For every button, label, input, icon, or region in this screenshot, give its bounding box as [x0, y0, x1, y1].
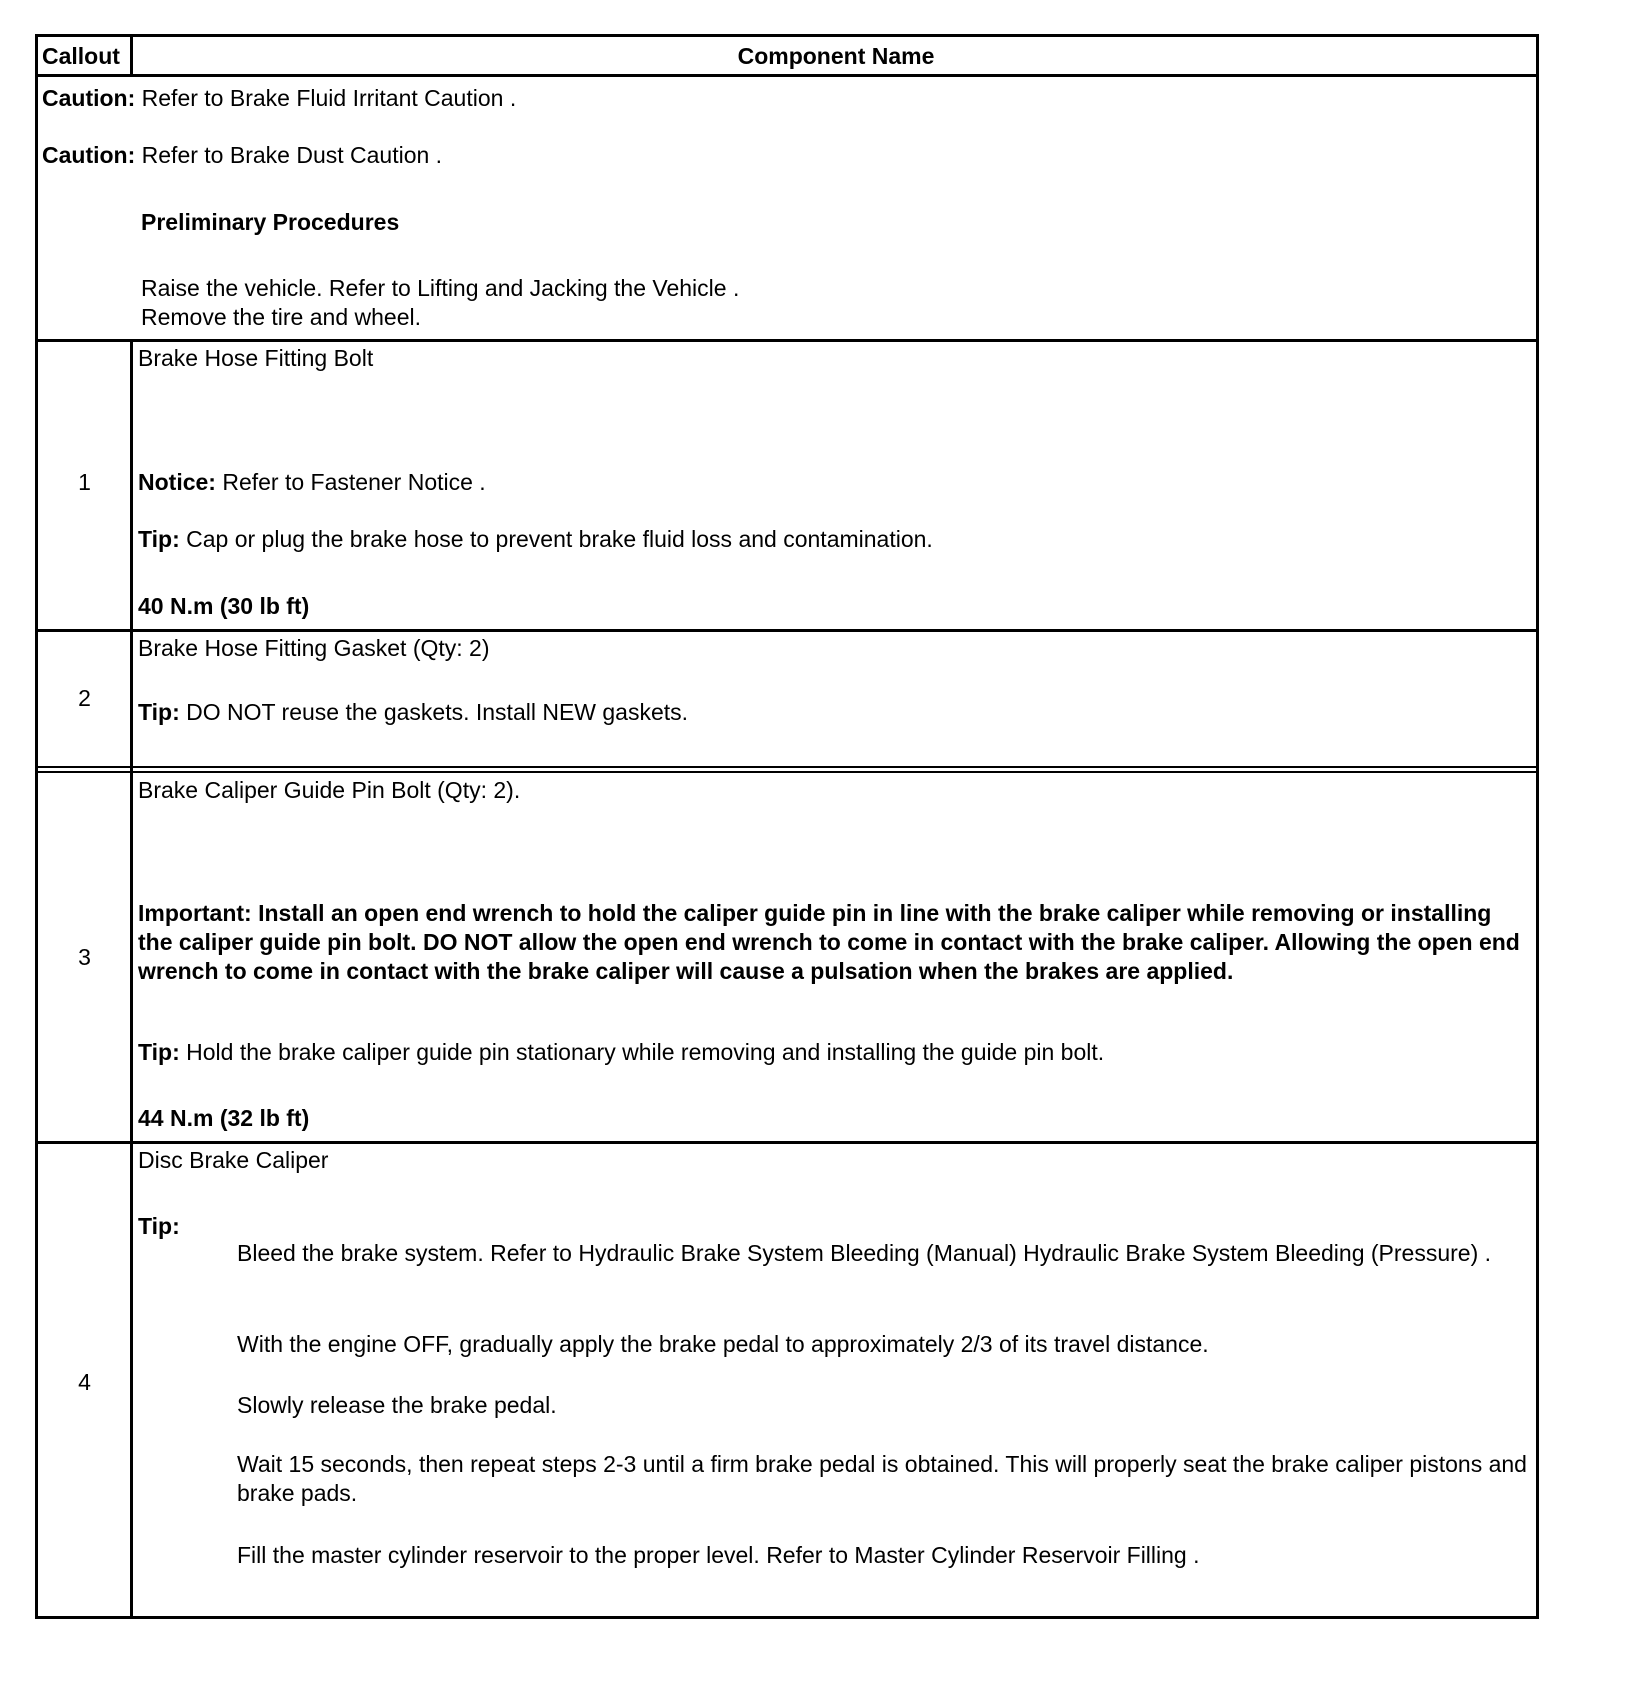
component-name: Brake Caliper Guide Pin Bolt (Qty: 2).	[138, 777, 521, 803]
component-table	[35, 34, 1539, 1619]
tip	[138, 697, 688, 727]
caution-text: Refer to Brake Fluid Irritant Caution .	[141, 85, 517, 111]
notice-label: Notice:	[138, 469, 216, 495]
tip	[138, 524, 933, 554]
prelim-step-raise-vehicle: Raise the vehicle. Refer to Lifting and Jacking the Vehicle .	[141, 275, 740, 301]
tip-label: Tip:	[138, 526, 180, 552]
component-name: Brake Hose Fitting Gasket (Qty: 2)	[138, 635, 490, 661]
caution-text: Refer to Brake Dust Caution .	[141, 142, 443, 168]
important-note: Important: Install an open end wrench to hold the caliper guide pin in line with the brake caliper while removing or installing the caliper guide pin bolt. DO NOT allow the open end wrench to come in contact with the brake caliper. Allowing the open end wrench to come in contact with the brake caliper will cause a pulsation when the brakes are applied.	[138, 900, 1520, 984]
header-component-name: Component Name	[737, 43, 935, 69]
component-name: Brake Hose Fitting Bolt	[138, 345, 374, 371]
component-name: Disc Brake Caliper	[138, 1147, 329, 1173]
row-divider-3b	[38, 771, 1536, 773]
row-divider-4	[38, 1141, 1536, 1144]
tip-label: Tip:	[138, 1213, 180, 1239]
callout-number: 3	[78, 944, 91, 970]
prelim-step-remove-tire: Remove the tire and wheel.	[141, 304, 421, 330]
header-divider	[38, 74, 1536, 77]
callout-number: 4	[78, 1369, 91, 1395]
row-divider-2	[38, 629, 1536, 632]
torque-spec: 40 N.m (30 lb ft)	[138, 593, 310, 619]
tip	[138, 1037, 1104, 1067]
step-item: Bleed the brake system. Refer to Hydraulic Brake System Bleeding (Manual) Hydraulic Brake System Bleeding (Pressure) .	[237, 1240, 1492, 1266]
row-divider-3a	[38, 766, 1536, 768]
callout-number: 2	[78, 685, 91, 711]
torque-spec: 44 N.m (32 lb ft)	[138, 1105, 310, 1131]
step-item: Slowly release the brake pedal.	[237, 1392, 557, 1418]
step-item: With the engine OFF, gradually apply the brake pedal to approximately 2/3 of its travel distance.	[237, 1331, 1209, 1357]
step-item: Wait 15 seconds, then repeat steps 2-3 until a firm brake pedal is obtained. This will properly seat the brake caliper pistons and brake pads.	[237, 1451, 1527, 1506]
notice	[138, 467, 486, 497]
notice-text: Refer to Fastener Notice .	[222, 469, 486, 495]
callout-number: 1	[78, 469, 91, 495]
tip-text: DO NOT reuse the gaskets. Install NEW gaskets.	[186, 699, 689, 725]
header-callout: Callout	[42, 43, 120, 69]
tip-label: Tip:	[138, 699, 180, 725]
caution-label: Caution:	[42, 85, 136, 111]
step-item: Fill the master cylinder reservoir to the proper level. Refer to Master Cylinder Reservoir Filling .	[237, 1542, 1200, 1568]
tip-label: Tip:	[138, 1039, 180, 1065]
caution-brake-fluid	[42, 83, 516, 113]
row-divider-1	[38, 339, 1536, 342]
tip-text: Cap or plug the brake hose to prevent brake fluid loss and contamination.	[186, 526, 933, 552]
caution-brake-dust	[42, 140, 442, 170]
caution-label: Caution:	[42, 142, 136, 168]
tip-text: Hold the brake caliper guide pin stationary while removing and installing the guide pin bolt.	[186, 1039, 1105, 1065]
preliminary-procedures-title: Preliminary Procedures	[141, 209, 400, 235]
column-divider	[130, 340, 133, 1619]
